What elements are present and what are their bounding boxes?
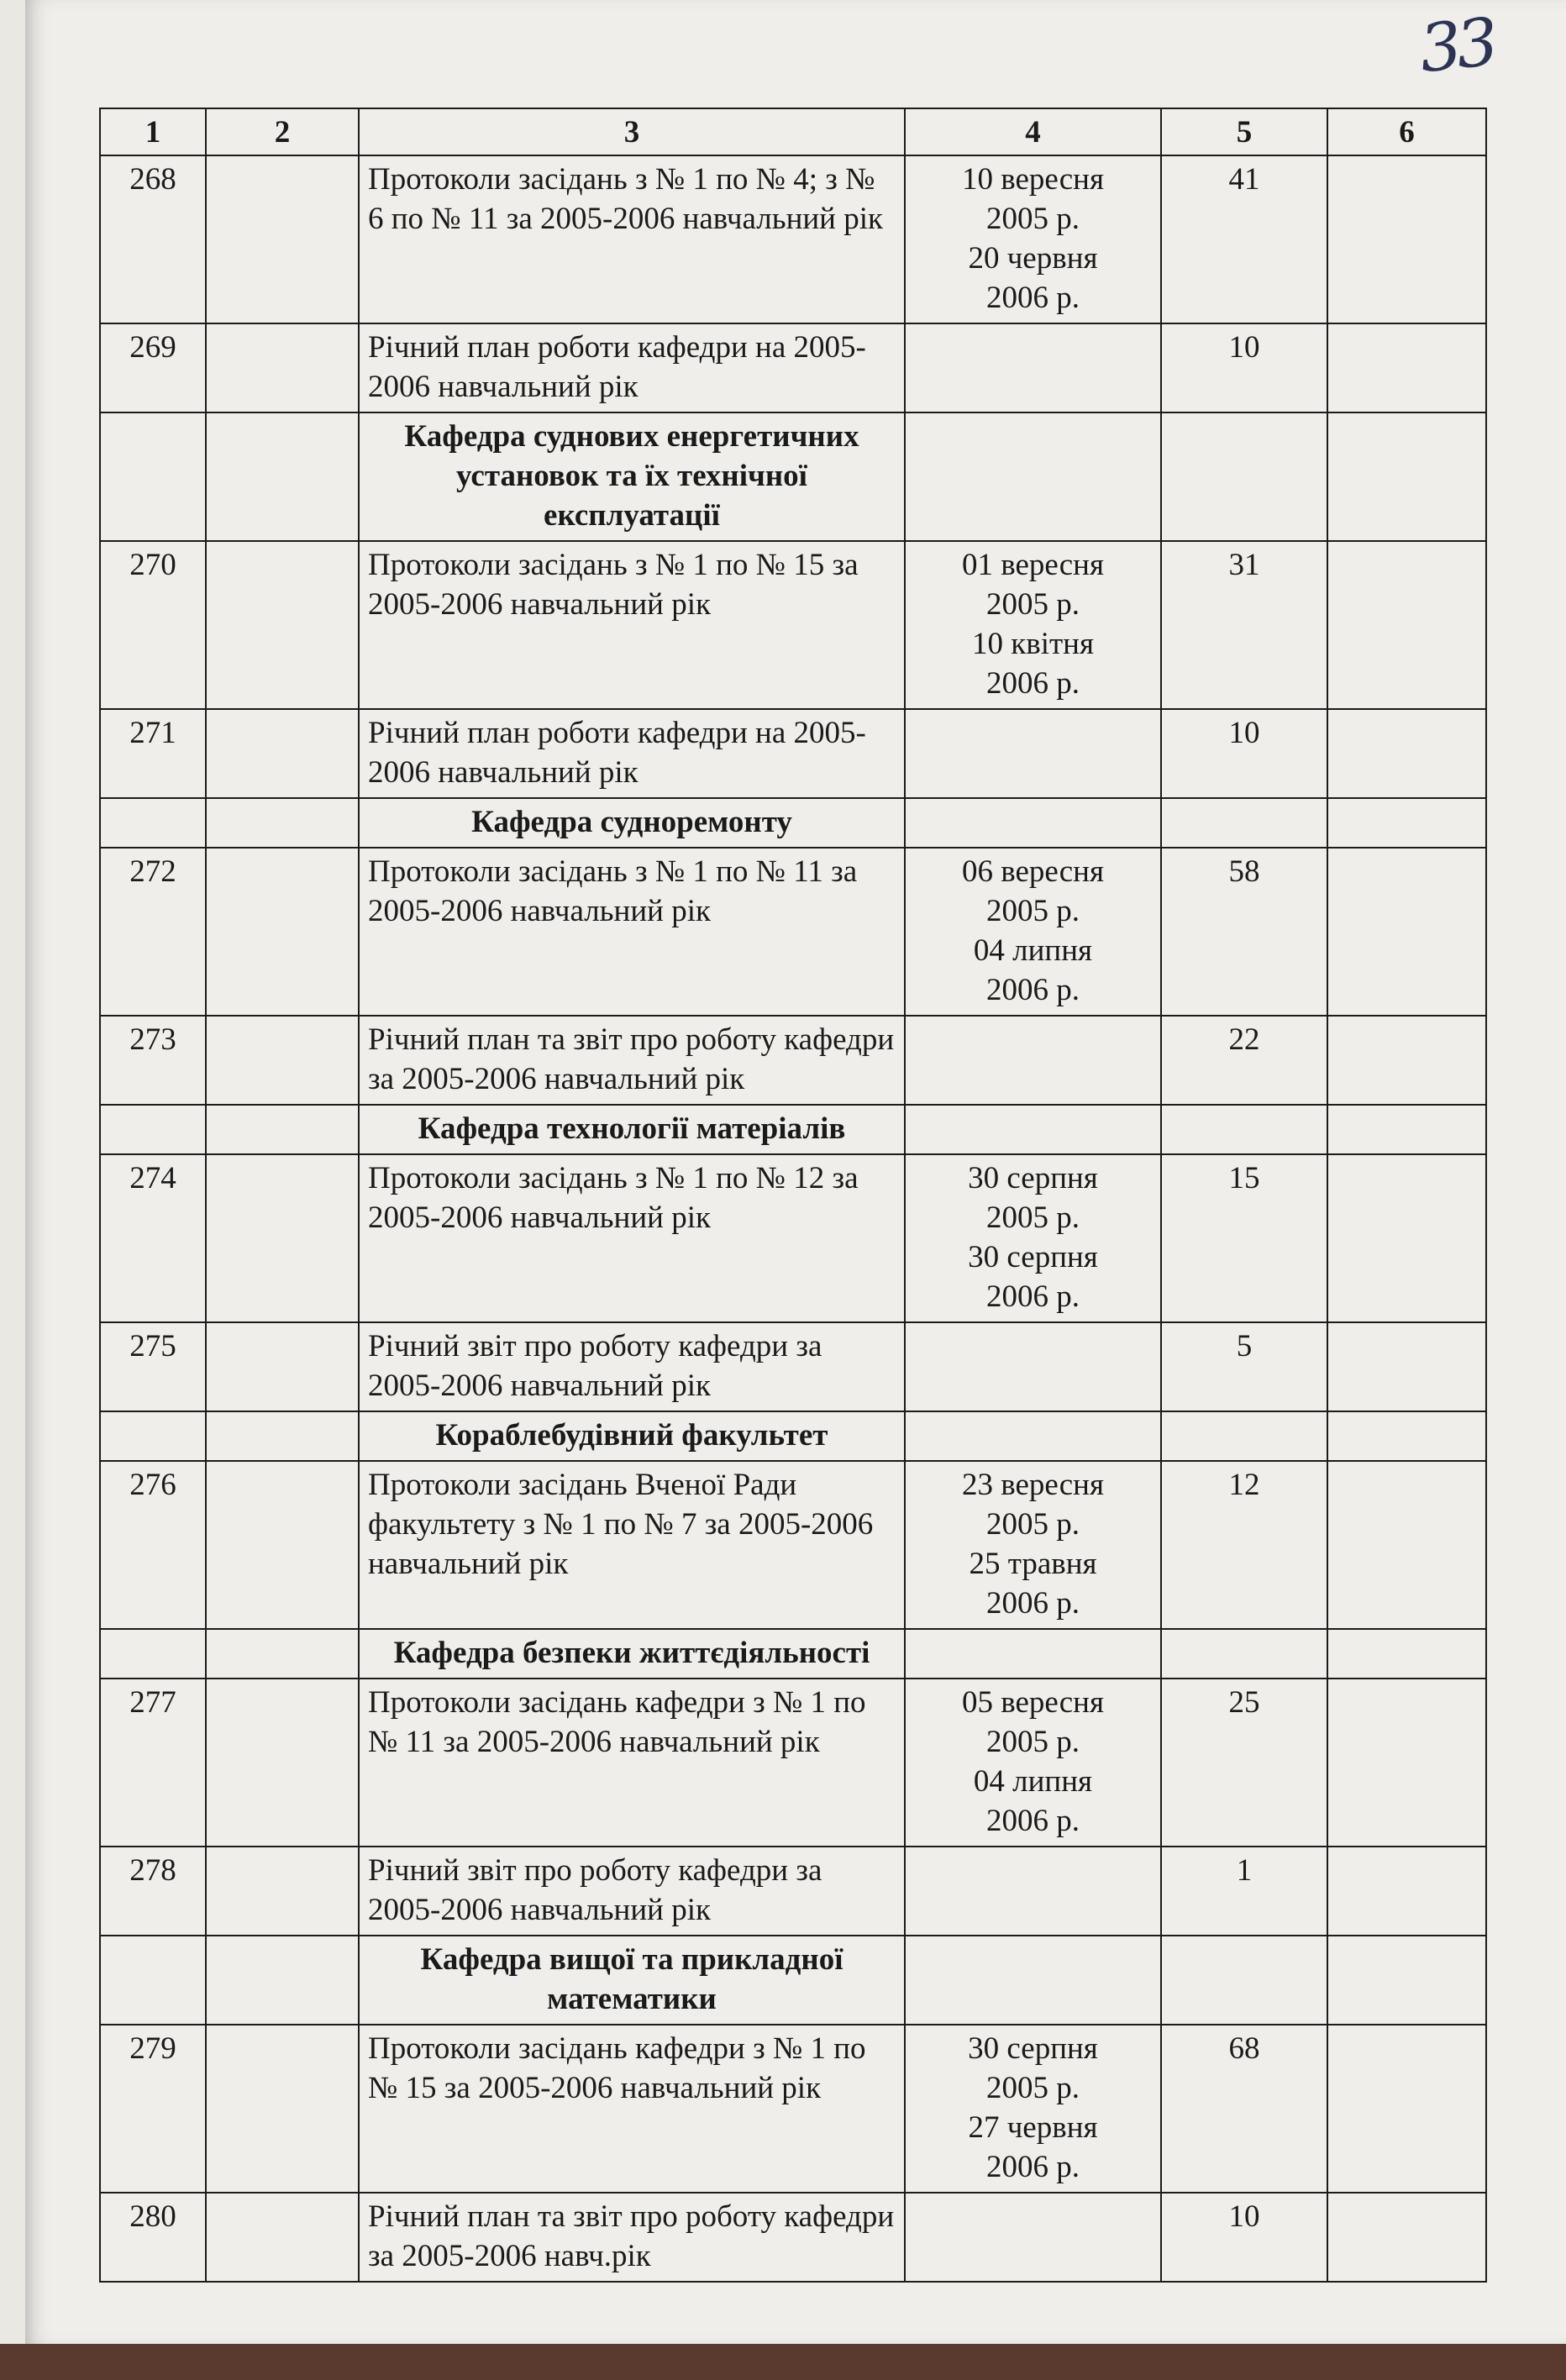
record-title: Річний звіт про роботу кафедри за 2005-2006 навчальний рік [359,1322,905,1411]
cell-notes-empty [1327,798,1486,848]
record-notes [1327,1461,1486,1629]
date-line: 06 вересня [961,854,1104,889]
section-heading: Кафедра безпеки життєдіяльності [359,1629,905,1679]
date-line: 30 серпня [968,1240,1098,1274]
table-row [100,2025,1486,2193]
record-title: Протоколи засідань з № 1 по № 11 за 2005-2006 навчальний рік [359,848,905,1016]
record-number: 280 [100,2193,206,2282]
sheet-count: 25 [1161,1679,1327,1847]
cell-notes-empty [1327,1105,1486,1154]
record-title: Протоколи засідань Вченої Ради факультету з № 1 по № 7 за 2005-2006 навчальний рік [359,1461,905,1629]
record-index [206,2025,359,2193]
date-line: 30 серпня [968,1161,1098,1195]
cell-index-empty [206,1411,359,1461]
record-dates [905,709,1161,798]
date-line: 25 травня [969,1547,1097,1581]
cell-notes-empty [1327,412,1486,541]
table-row [100,1461,1486,1629]
date-line: 2006 р. [986,2150,1080,2184]
cell-notes-empty [1327,1411,1486,1461]
record-number: 277 [100,1679,206,1847]
inventory-table [99,108,1487,2283]
record-dates [905,848,1161,1016]
section-heading-row [100,798,1486,848]
sheet-count: 15 [1161,1154,1327,1322]
table-row [100,323,1486,412]
sheet-count: 58 [1161,848,1327,1016]
date-line: 20 червня [968,241,1098,276]
record-index [206,1461,359,1629]
record-dates [905,2193,1161,2282]
table-body [100,155,1486,2282]
date-line: 23 вересня [961,1468,1104,1502]
record-number: 269 [100,323,206,412]
header-row [100,108,1486,155]
record-title: Протоколи засідань з № 1 по № 4; з № 6 по № 11 за 2005-2006 навчальний рік [359,155,905,323]
cell-sheets-empty [1161,1411,1327,1461]
record-dates [905,1322,1161,1411]
record-notes [1327,155,1486,323]
record-notes [1327,2193,1486,2282]
date-line: 2006 р. [986,973,1080,1007]
record-notes [1327,1679,1486,1847]
record-notes [1327,848,1486,1016]
record-index [206,1154,359,1322]
section-heading-row [100,1411,1486,1461]
date-line: 2005 р. [986,202,1080,236]
table-row [100,541,1486,709]
date-line: 2006 р. [986,1279,1080,1314]
section-heading: Кафедра вищої та прикладної математики [359,1936,905,2025]
record-index [206,323,359,412]
record-index [206,1847,359,1936]
date-line: 2005 р. [986,1725,1080,1759]
record-dates [905,323,1161,412]
cell-index-empty [206,412,359,541]
record-dates [905,155,1161,323]
record-title: Протоколи засідань з № 1 по № 15 за 2005-2006 навчальний рік [359,541,905,709]
record-number: 272 [100,848,206,1016]
date-line: 2005 р. [986,1507,1080,1542]
record-index [206,2193,359,2282]
record-title: Протоколи засідань з № 1 по № 12 за 2005-2006 навчальний рік [359,1154,905,1322]
sheet-count: 5 [1161,1322,1327,1411]
section-heading: Кафедра судноремонту [359,798,905,848]
table-row [100,1322,1486,1411]
cell-number-empty [100,1936,206,2025]
cell-number-empty [100,798,206,848]
column-header-1: 1 [100,108,206,155]
record-title: Річний план та звіт про роботу кафедри за 2005-2006 навч.рік [359,2193,905,2282]
date-line: 2005 р. [986,1201,1080,1235]
sheet-count: 1 [1161,1847,1327,1936]
date-line: 2005 р. [986,2071,1080,2105]
cell-sheets-empty [1161,1936,1327,2025]
record-index [206,1679,359,1847]
record-title: Річний план роботи кафедри на 2005-2006 навчальний рік [359,323,905,412]
column-header-2: 2 [206,108,359,155]
record-number: 274 [100,1154,206,1322]
table-row [100,2193,1486,2282]
record-index [206,848,359,1016]
record-dates [905,1016,1161,1105]
record-number: 275 [100,1322,206,1411]
table-row [100,1154,1486,1322]
date-line: 01 вересня [961,548,1104,582]
record-dates [905,1154,1161,1322]
cell-index-empty [206,1936,359,2025]
record-index [206,709,359,798]
column-header-6: 6 [1327,108,1486,155]
cell-sheets-empty [1161,412,1327,541]
date-line: 2006 р. [986,1804,1080,1838]
record-dates [905,2025,1161,2193]
record-title: Протоколи засідань кафедри з № 1 по № 11 за 2005-2006 навчальний рік [359,1679,905,1847]
section-heading: Кафедра технології матеріалів [359,1105,905,1154]
record-notes [1327,1154,1486,1322]
sheet-count: 10 [1161,709,1327,798]
date-line: 2005 р. [986,894,1080,928]
handwritten-page-number: 33 [1416,4,1497,88]
cell-sheets-empty [1161,1629,1327,1679]
sheet-count: 10 [1161,323,1327,412]
section-heading-row [100,412,1486,541]
column-header-3: 3 [359,108,905,155]
cell-sheets-empty [1161,798,1327,848]
record-number: 273 [100,1016,206,1105]
record-number: 268 [100,155,206,323]
cell-dates-empty [905,412,1161,541]
table-row [100,1847,1486,1936]
cell-dates-empty [905,798,1161,848]
cell-number-empty [100,1411,206,1461]
table-row [100,848,1486,1016]
cell-number-empty [100,412,206,541]
cell-number-empty [100,1629,206,1679]
cell-dates-empty [905,1105,1161,1154]
sheet-count: 10 [1161,2193,1327,2282]
record-notes [1327,1847,1486,1936]
record-number: 276 [100,1461,206,1629]
section-heading: Кораблебудівний факультет [359,1411,905,1461]
record-title: Протоколи засідань кафедри з № 1 по № 15 за 2005-2006 навчальний рік [359,2025,905,2193]
sheet-count: 22 [1161,1016,1327,1105]
sheet-count: 41 [1161,155,1327,323]
cell-dates-empty [905,1629,1161,1679]
background-edge [0,2344,1566,2380]
table-row [100,1679,1486,1847]
cell-number-empty [100,1105,206,1154]
record-notes [1327,1016,1486,1105]
date-line: 10 квітня [972,627,1094,661]
record-title: Річний план роботи кафедри на 2005-2006 навчальний рік [359,709,905,798]
sheet-count: 12 [1161,1461,1327,1629]
record-title: Річний план та звіт про роботу кафедри за 2005-2006 навчальний рік [359,1016,905,1105]
record-dates [905,1847,1161,1936]
date-line: 04 липня [973,1764,1093,1799]
record-index [206,541,359,709]
date-line: 30 серпня [968,2031,1098,2066]
record-dates [905,1679,1161,1847]
record-title: Річний звіт про роботу кафедри за 2005-2006 навчальний рік [359,1847,905,1936]
date-line: 10 вересня [961,162,1104,197]
cell-notes-empty [1327,1936,1486,2025]
record-index [206,1322,359,1411]
record-notes [1327,2025,1486,2193]
cell-index-empty [206,1105,359,1154]
date-line: 27 червня [968,2110,1098,2145]
date-line: 04 липня [973,933,1093,968]
sheet-count: 68 [1161,2025,1327,2193]
record-notes [1327,1322,1486,1411]
record-index [206,1016,359,1105]
date-line: 2006 р. [986,281,1080,315]
record-number: 270 [100,541,206,709]
record-number: 278 [100,1847,206,1936]
section-heading-row [100,1936,1486,2025]
record-notes [1327,709,1486,798]
section-heading-row [100,1629,1486,1679]
date-line: 2005 р. [986,587,1080,622]
record-notes [1327,323,1486,412]
section-heading: Кафедра суднових енергетичних установок та їх технічної експлуатації [359,412,905,541]
table-row [100,155,1486,323]
date-line: 2006 р. [986,666,1080,701]
cell-dates-empty [905,1936,1161,2025]
date-line: 2006 р. [986,1586,1080,1621]
column-header-4: 4 [905,108,1161,155]
cell-index-empty [206,798,359,848]
record-dates [905,541,1161,709]
section-heading-row [100,1105,1486,1154]
record-number: 271 [100,709,206,798]
record-index [206,155,359,323]
record-notes [1327,541,1486,709]
record-number: 279 [100,2025,206,2193]
cell-index-empty [206,1629,359,1679]
date-line: 05 вересня [961,1685,1104,1720]
cell-notes-empty [1327,1629,1486,1679]
cell-sheets-empty [1161,1105,1327,1154]
column-header-5: 5 [1161,108,1327,155]
table-row [100,709,1486,798]
cell-dates-empty [905,1411,1161,1461]
table-row [100,1016,1486,1105]
sheet-count: 31 [1161,541,1327,709]
record-dates [905,1461,1161,1629]
